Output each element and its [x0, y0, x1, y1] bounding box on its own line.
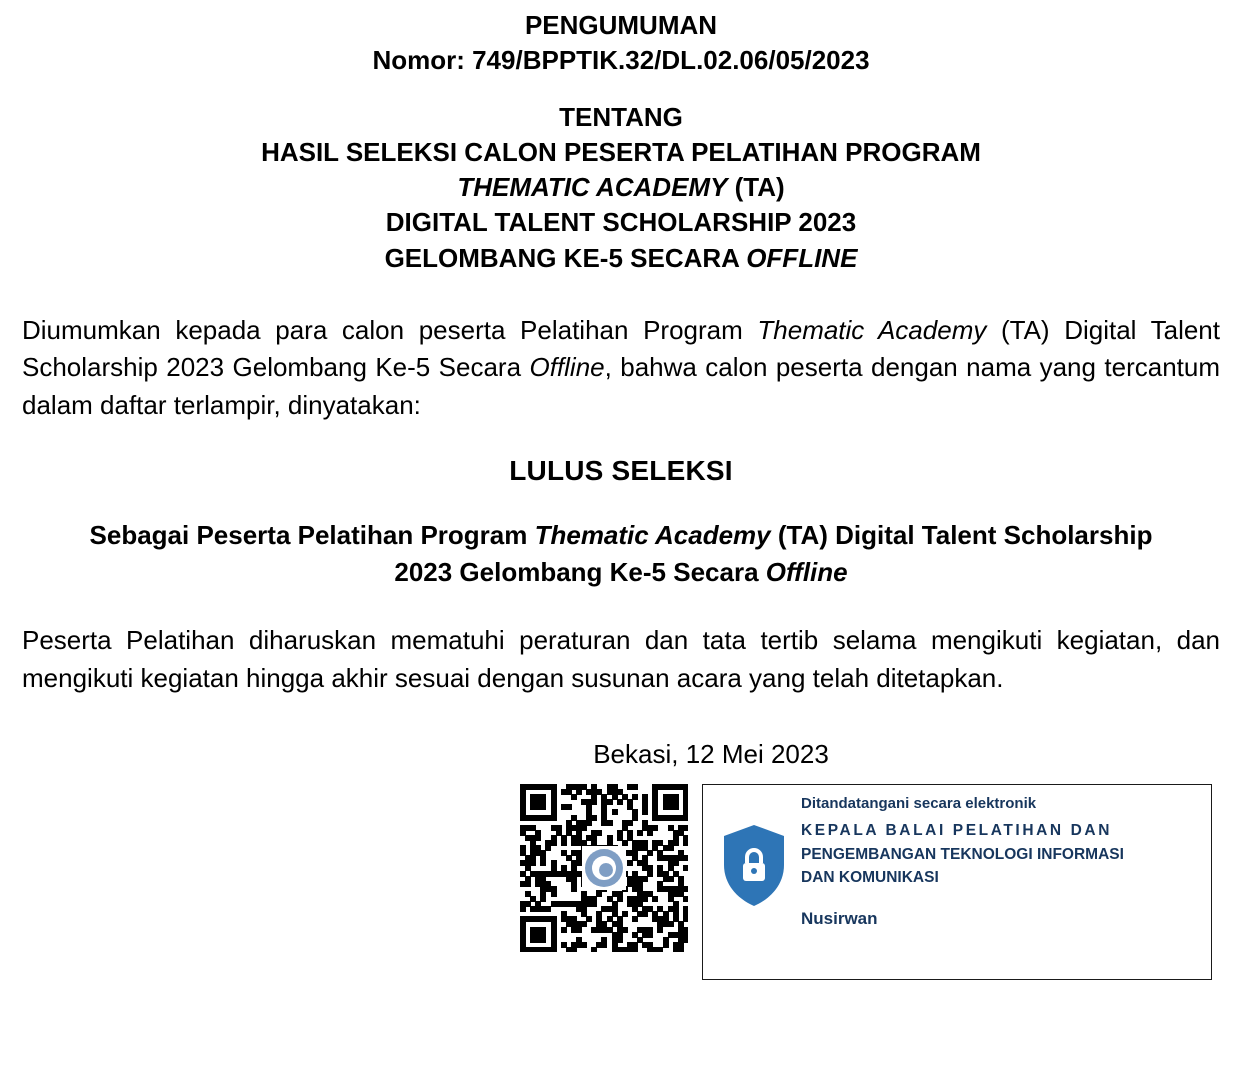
intro-text-a: Diumumkan kepada para calon peserta Pelatihan Program: [22, 314, 758, 345]
electronic-signature-box: [702, 784, 1212, 980]
signature-text-block: [797, 795, 1203, 929]
signature-area: [520, 784, 1242, 980]
header-line-dts-2023: DIGITAL TALENT SCHOLARSHIP 2023: [385, 207, 857, 238]
status-italic-offline: Offline: [765, 557, 848, 588]
header-line-hasil-seleksi: HASIL SELEKSI CALON PESERTA PELATIHAN PROGRAM: [261, 137, 981, 168]
status-italic-thematic: Thematic Academy: [534, 519, 771, 550]
header-line-gelombang: [0, 241, 1242, 276]
header-line-thematic-academy: [0, 170, 1242, 205]
header-line-nomor: Nomor: 749/BPPTIK.32/DL.02.06/05/2023: [372, 45, 870, 76]
status-text-a: Sebagai Peserta Pelatihan Program: [89, 519, 535, 550]
intro-text-b: (TA) Digital Talent Scholarship 2023 Gelombang Ke-5 Secara: [22, 314, 1220, 383]
intro-italic-offline: Offline: [529, 352, 605, 383]
electronic-signature-note: Ditandatangani secara elektronik: [801, 795, 1037, 813]
header-line-tentang: TENTANG: [559, 102, 683, 133]
lock-shield-icon: [711, 795, 797, 909]
signer-name: Nusirwan: [801, 909, 878, 929]
signer-title-line-3: DAN KOMUNIKASI: [801, 868, 939, 886]
signer-title-line-1: KEPALA BALAI PELATIHAN DAN: [801, 822, 1112, 840]
header-italic-thematic: THEMATIC ACADEMY: [457, 172, 728, 203]
paragraph-rules: Peserta Pelatihan diharuskan mematuhi peraturan dan tata tertib selama mengikuti kegiatan, dan mengikuti kegiatan hingga akhir sesuai dengan susunan acara yang telah ditetapkan.: [22, 625, 1220, 693]
header-ta-suffix: (TA): [727, 172, 785, 203]
result-statement: LULUS SELEKSI: [509, 454, 733, 486]
intro-text-c: , bahwa calon peserta dengan nama yang tercantum dalam daftar terlampir, dinyatakan:: [22, 352, 1220, 421]
paragraph-intro: [0, 312, 1242, 425]
place-and-date: Bekasi, 12 Mei 2023: [593, 739, 829, 770]
signer-title-line-2: PENGEMBANGAN TEKNOLOGI INFORMASI: [801, 845, 1124, 863]
signer-title: [801, 819, 1203, 889]
header-italic-offline: OFFLINE: [746, 242, 858, 273]
header-line-pengumuman: PENGUMUMAN: [524, 10, 718, 40]
qr-code: [520, 784, 688, 952]
paragraph-participant-status: [0, 517, 1242, 592]
document-header: [0, 0, 1242, 276]
intro-italic-thematic: Thematic Academy: [757, 314, 987, 345]
header-gelombang-prefix: GELOMBANG KE-5 SECARA: [384, 242, 747, 273]
status-text-b: (TA) Digital Talent Scholarship 2023 Gelombang Ke-5 Secara: [394, 519, 1153, 588]
